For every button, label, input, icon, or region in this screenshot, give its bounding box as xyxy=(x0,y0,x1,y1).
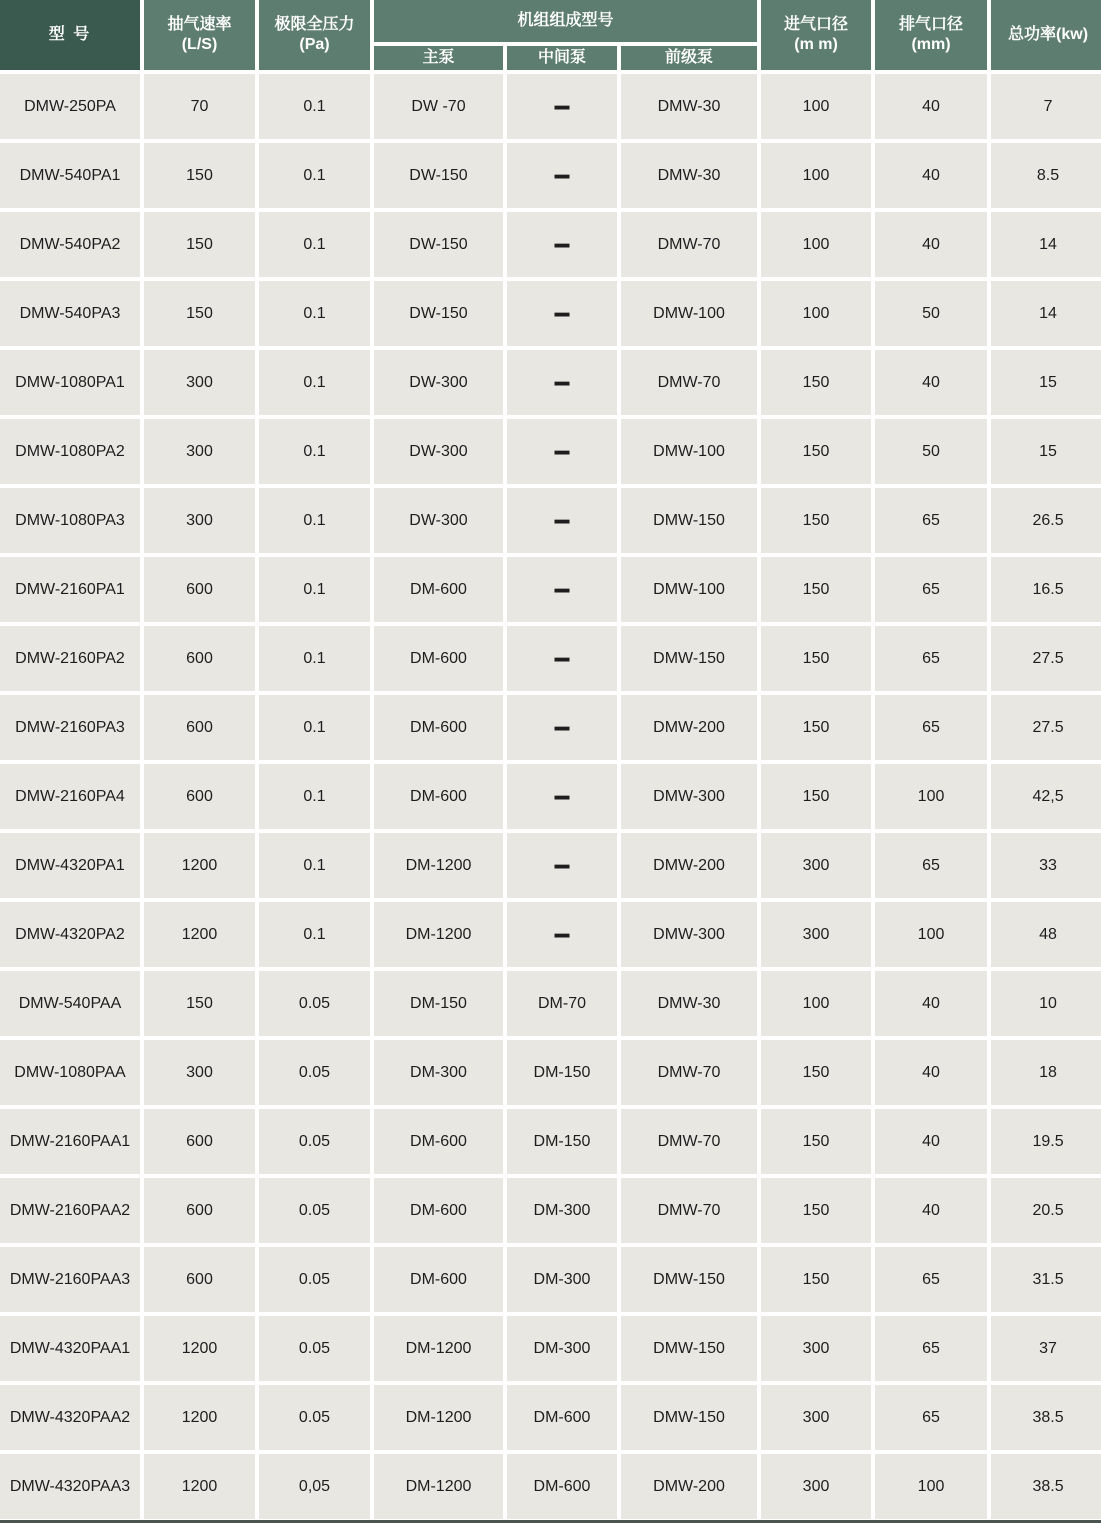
cell-pressure: 0.1 xyxy=(257,900,372,969)
cell-inlet: 100 xyxy=(759,210,873,279)
cell-inlet: 100 xyxy=(759,969,873,1038)
table-row xyxy=(0,693,1101,762)
cell-middle-pump: DM-150 xyxy=(505,1038,619,1107)
cell-outlet: 50 xyxy=(873,279,989,348)
table-row xyxy=(0,1107,1101,1176)
cell-power: 27.5 xyxy=(989,624,1101,693)
cell-power: 38.5 xyxy=(989,1452,1101,1520)
cell-main-pump: DM-600 xyxy=(372,1107,505,1176)
cell-model: DMW-2160PA2 xyxy=(0,624,142,693)
cell-middle-pump: DM-300 xyxy=(505,1176,619,1245)
cell-speed: 600 xyxy=(142,624,257,693)
cell-power: 8.5 xyxy=(989,141,1101,210)
cell-main-pump: DM-600 xyxy=(372,624,505,693)
cell-speed: 1200 xyxy=(142,1452,257,1520)
header-label-line1: 极限全压力 xyxy=(274,16,355,33)
cell-outlet: 40 xyxy=(873,969,989,1038)
cell-fore-pump: DMW-200 xyxy=(619,831,759,900)
cell-outlet: 65 xyxy=(873,486,989,555)
col-header-fore-pump xyxy=(619,44,759,72)
cell-fore-pump: DMW-70 xyxy=(619,348,759,417)
cell-model: DMW-2160PA3 xyxy=(0,693,142,762)
table-row xyxy=(0,762,1101,831)
cell-middle-pump: — xyxy=(505,900,619,969)
cell-inlet: 150 xyxy=(759,555,873,624)
table-row xyxy=(0,1245,1101,1314)
cell-middle-pump: DM-600 xyxy=(505,1452,619,1520)
cell-inlet: 300 xyxy=(759,900,873,969)
header-label-line2: (m m) xyxy=(794,36,838,53)
cell-pressure: 0.1 xyxy=(257,486,372,555)
cell-pressure: 0.1 xyxy=(257,417,372,486)
cell-fore-pump: DMW-30 xyxy=(619,72,759,141)
cell-power: 42,5 xyxy=(989,762,1101,831)
cell-power: 14 xyxy=(989,210,1101,279)
cell-middle-pump: — xyxy=(505,417,619,486)
cell-power: 37 xyxy=(989,1314,1101,1383)
cell-outlet: 65 xyxy=(873,624,989,693)
cell-pressure: 0.1 xyxy=(257,762,372,831)
cell-model: DMW-4320PAA3 xyxy=(0,1452,142,1520)
cell-model: DMW-4320PA1 xyxy=(0,831,142,900)
cell-middle-pump: DM-300 xyxy=(505,1314,619,1383)
col-header-outlet xyxy=(873,0,989,72)
cell-main-pump: DM-600 xyxy=(372,762,505,831)
cell-fore-pump: DMW-30 xyxy=(619,141,759,210)
col-header-inlet xyxy=(759,0,873,72)
cell-speed: 150 xyxy=(142,279,257,348)
cell-fore-pump: DMW-150 xyxy=(619,1383,759,1452)
cell-pressure: 0.05 xyxy=(257,969,372,1038)
cell-speed: 150 xyxy=(142,210,257,279)
cell-outlet: 40 xyxy=(873,348,989,417)
cell-main-pump: DW-300 xyxy=(372,348,505,417)
cell-fore-pump: DMW-70 xyxy=(619,1176,759,1245)
cell-inlet: 100 xyxy=(759,279,873,348)
table-row xyxy=(0,1038,1101,1107)
cell-model: DMW-4320PA2 xyxy=(0,900,142,969)
header-label: 总功率(kw) xyxy=(1008,26,1089,43)
cell-speed: 150 xyxy=(142,969,257,1038)
cell-pressure: 0.1 xyxy=(257,693,372,762)
cell-main-pump: DM-1200 xyxy=(372,1452,505,1520)
table-row xyxy=(0,417,1101,486)
header-label-line2: (Pa) xyxy=(299,36,330,53)
cell-inlet: 100 xyxy=(759,72,873,141)
cell-inlet: 150 xyxy=(759,693,873,762)
cell-speed: 600 xyxy=(142,1245,257,1314)
cell-outlet: 40 xyxy=(873,1038,989,1107)
header-label: 前级泵 xyxy=(665,49,714,66)
cell-fore-pump: DMW-70 xyxy=(619,210,759,279)
cell-inlet: 300 xyxy=(759,1383,873,1452)
header-label-line1: 排气口径 xyxy=(899,16,964,33)
header-label-line2: (L/S) xyxy=(181,36,218,53)
cell-speed: 300 xyxy=(142,1038,257,1107)
cell-inlet: 100 xyxy=(759,141,873,210)
cell-middle-pump: DM-70 xyxy=(505,969,619,1038)
cell-fore-pump: DMW-100 xyxy=(619,555,759,624)
cell-middle-pump: — xyxy=(505,486,619,555)
cell-model: DMW-1080PA1 xyxy=(0,348,142,417)
col-header-model xyxy=(0,0,142,72)
cell-middle-pump: — xyxy=(505,762,619,831)
cell-model: DMW-2160PAA3 xyxy=(0,1245,142,1314)
cell-pressure: 0,05 xyxy=(257,1452,372,1520)
header-label-line1: 抽气速率 xyxy=(167,16,232,33)
cell-main-pump: DM-1200 xyxy=(372,831,505,900)
cell-power: 31.5 xyxy=(989,1245,1101,1314)
cell-inlet: 150 xyxy=(759,762,873,831)
cell-outlet: 65 xyxy=(873,1383,989,1452)
cell-outlet: 40 xyxy=(873,210,989,279)
cell-pressure: 0.1 xyxy=(257,141,372,210)
cell-power: 10 xyxy=(989,969,1101,1038)
cell-inlet: 300 xyxy=(759,831,873,900)
cell-speed: 600 xyxy=(142,762,257,831)
col-header-unit-composition xyxy=(372,0,759,44)
cell-power: 26.5 xyxy=(989,486,1101,555)
header-label: 型 号 xyxy=(48,26,92,43)
col-header-speed xyxy=(142,0,257,72)
cell-pressure: 0.05 xyxy=(257,1245,372,1314)
table-row xyxy=(0,900,1101,969)
cell-model: DMW-1080PA2 xyxy=(0,417,142,486)
cell-model: DMW-540PA3 xyxy=(0,279,142,348)
cell-outlet: 100 xyxy=(873,900,989,969)
cell-fore-pump: DMW-150 xyxy=(619,1245,759,1314)
cell-power: 15 xyxy=(989,417,1101,486)
cell-power: 38.5 xyxy=(989,1383,1101,1452)
cell-inlet: 150 xyxy=(759,624,873,693)
cell-outlet: 40 xyxy=(873,141,989,210)
cell-model: DMW-1080PA3 xyxy=(0,486,142,555)
cell-inlet: 300 xyxy=(759,1314,873,1383)
table-row xyxy=(0,1314,1101,1383)
cell-speed: 300 xyxy=(142,417,257,486)
cell-pressure: 0.1 xyxy=(257,831,372,900)
cell-middle-pump: — xyxy=(505,693,619,762)
cell-main-pump: DW-300 xyxy=(372,486,505,555)
table-body xyxy=(0,72,1101,1520)
cell-outlet: 65 xyxy=(873,693,989,762)
cell-fore-pump: DMW-200 xyxy=(619,693,759,762)
cell-model: DMW-540PAA xyxy=(0,969,142,1038)
cell-main-pump: DM-300 xyxy=(372,1038,505,1107)
cell-power: 18 xyxy=(989,1038,1101,1107)
col-header-middle-pump xyxy=(505,44,619,72)
cell-speed: 300 xyxy=(142,348,257,417)
cell-main-pump: DW-300 xyxy=(372,417,505,486)
cell-outlet: 65 xyxy=(873,1245,989,1314)
table-row xyxy=(0,348,1101,417)
header-label: 机组组成型号 xyxy=(517,12,614,29)
cell-inlet: 150 xyxy=(759,486,873,555)
cell-fore-pump: DMW-200 xyxy=(619,1452,759,1520)
cell-middle-pump: — xyxy=(505,141,619,210)
cell-outlet: 100 xyxy=(873,1452,989,1520)
cell-fore-pump: DMW-30 xyxy=(619,969,759,1038)
cell-middle-pump: DM-150 xyxy=(505,1107,619,1176)
header-row-main xyxy=(0,0,1101,44)
cell-speed: 1200 xyxy=(142,1383,257,1452)
cell-main-pump: DM-1200 xyxy=(372,900,505,969)
cell-fore-pump: DMW-150 xyxy=(619,1314,759,1383)
cell-outlet: 100 xyxy=(873,762,989,831)
cell-outlet: 65 xyxy=(873,1314,989,1383)
cell-model: DMW-2160PA4 xyxy=(0,762,142,831)
table-row xyxy=(0,210,1101,279)
cell-outlet: 40 xyxy=(873,72,989,141)
cell-model: DMW-1080PAA xyxy=(0,1038,142,1107)
table-row xyxy=(0,1452,1101,1520)
cell-main-pump: DW-150 xyxy=(372,279,505,348)
cell-inlet: 150 xyxy=(759,1038,873,1107)
cell-main-pump: DM-600 xyxy=(372,693,505,762)
cell-main-pump: DW-150 xyxy=(372,141,505,210)
cell-fore-pump: DMW-100 xyxy=(619,279,759,348)
table-row xyxy=(0,486,1101,555)
cell-fore-pump: DMW-100 xyxy=(619,417,759,486)
cell-power: 20.5 xyxy=(989,1176,1101,1245)
cell-pressure: 0.1 xyxy=(257,348,372,417)
cell-middle-pump: — xyxy=(505,72,619,141)
cell-model: DMW-540PA2 xyxy=(0,210,142,279)
cell-model: DMW-540PA1 xyxy=(0,141,142,210)
cell-fore-pump: DMW-150 xyxy=(619,624,759,693)
table-row xyxy=(0,72,1101,141)
cell-pressure: 0.1 xyxy=(257,72,372,141)
cell-middle-pump: — xyxy=(505,210,619,279)
cell-speed: 150 xyxy=(142,141,257,210)
cell-pressure: 0.05 xyxy=(257,1176,372,1245)
cell-outlet: 65 xyxy=(873,555,989,624)
cell-inlet: 150 xyxy=(759,348,873,417)
cell-outlet: 40 xyxy=(873,1107,989,1176)
cell-main-pump: DW-150 xyxy=(372,210,505,279)
cell-model: DMW-2160PA1 xyxy=(0,555,142,624)
cell-model: DMW-4320PAA2 xyxy=(0,1383,142,1452)
cell-inlet: 150 xyxy=(759,1176,873,1245)
cell-outlet: 40 xyxy=(873,1176,989,1245)
cell-outlet: 65 xyxy=(873,831,989,900)
cell-speed: 600 xyxy=(142,1107,257,1176)
cell-model: DMW-2160PAA1 xyxy=(0,1107,142,1176)
cell-middle-pump: — xyxy=(505,279,619,348)
table-header xyxy=(0,0,1101,72)
col-header-pressure xyxy=(257,0,372,72)
cell-speed: 70 xyxy=(142,72,257,141)
header-label-line2: (mm) xyxy=(911,36,951,53)
cell-model: DMW-4320PAA1 xyxy=(0,1314,142,1383)
table-row xyxy=(0,624,1101,693)
cell-middle-pump: — xyxy=(505,624,619,693)
cell-outlet: 50 xyxy=(873,417,989,486)
cell-speed: 1200 xyxy=(142,831,257,900)
cell-middle-pump: — xyxy=(505,348,619,417)
cell-model: DMW-250PA xyxy=(0,72,142,141)
cell-speed: 600 xyxy=(142,555,257,624)
table-row xyxy=(0,555,1101,624)
cell-power: 33 xyxy=(989,831,1101,900)
col-header-power xyxy=(989,0,1101,72)
cell-power: 27.5 xyxy=(989,693,1101,762)
cell-pressure: 0.1 xyxy=(257,210,372,279)
cell-pressure: 0.05 xyxy=(257,1383,372,1452)
cell-power: 15 xyxy=(989,348,1101,417)
cell-speed: 600 xyxy=(142,693,257,762)
cell-fore-pump: DMW-150 xyxy=(619,486,759,555)
table-row xyxy=(0,279,1101,348)
cell-power: 48 xyxy=(989,900,1101,969)
cell-main-pump: DM-1200 xyxy=(372,1383,505,1452)
cell-power: 14 xyxy=(989,279,1101,348)
cell-fore-pump: DMW-70 xyxy=(619,1038,759,1107)
table-row xyxy=(0,1383,1101,1452)
cell-speed: 600 xyxy=(142,1176,257,1245)
cell-fore-pump: DMW-70 xyxy=(619,1107,759,1176)
cell-main-pump: DM-150 xyxy=(372,969,505,1038)
header-label-line1: 进气口径 xyxy=(784,16,849,33)
cell-pressure: 0.05 xyxy=(257,1314,372,1383)
table-row xyxy=(0,969,1101,1038)
cell-inlet: 300 xyxy=(759,1452,873,1520)
cell-inlet: 150 xyxy=(759,1245,873,1314)
cell-pressure: 0.05 xyxy=(257,1038,372,1107)
cell-main-pump: DM-600 xyxy=(372,1176,505,1245)
cell-fore-pump: DMW-300 xyxy=(619,762,759,831)
cell-inlet: 150 xyxy=(759,1107,873,1176)
header-label: 主泵 xyxy=(422,49,455,66)
cell-middle-pump: DM-600 xyxy=(505,1383,619,1452)
cell-speed: 1200 xyxy=(142,900,257,969)
header-label: 中间泵 xyxy=(537,49,586,66)
cell-pressure: 0.1 xyxy=(257,624,372,693)
cell-speed: 1200 xyxy=(142,1314,257,1383)
cell-middle-pump: DM-300 xyxy=(505,1245,619,1314)
cell-pressure: 0.05 xyxy=(257,1107,372,1176)
table-row xyxy=(0,141,1101,210)
cell-power: 19.5 xyxy=(989,1107,1101,1176)
cell-middle-pump: — xyxy=(505,555,619,624)
col-header-main-pump xyxy=(372,44,505,72)
table-row xyxy=(0,1176,1101,1245)
cell-main-pump: DM-600 xyxy=(372,1245,505,1314)
cell-power: 16.5 xyxy=(989,555,1101,624)
cell-pressure: 0.1 xyxy=(257,279,372,348)
cell-main-pump: DM-1200 xyxy=(372,1314,505,1383)
table-row xyxy=(0,831,1101,900)
cell-pressure: 0.1 xyxy=(257,555,372,624)
cell-power: 7 xyxy=(989,72,1101,141)
cell-fore-pump: DMW-300 xyxy=(619,900,759,969)
cell-main-pump: DW -70 xyxy=(372,72,505,141)
cell-model: DMW-2160PAA2 xyxy=(0,1176,142,1245)
cell-speed: 300 xyxy=(142,486,257,555)
cell-middle-pump: — xyxy=(505,831,619,900)
cell-main-pump: DM-600 xyxy=(372,555,505,624)
cell-inlet: 150 xyxy=(759,417,873,486)
